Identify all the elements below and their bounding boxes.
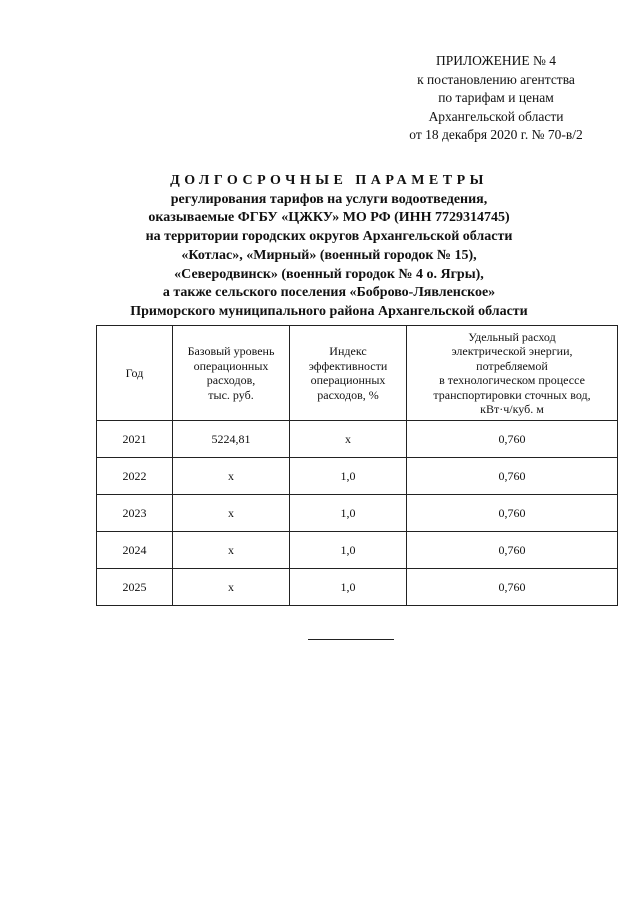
closing-divider: [308, 639, 394, 640]
cell-energy-consumption: 0,760: [407, 421, 618, 458]
cell-year: 2021: [97, 421, 173, 458]
header-energy-consumption: [407, 326, 618, 421]
header-year: [97, 326, 173, 421]
header-line: кВт·ч/куб. м: [480, 402, 544, 416]
header-line: операционных: [193, 358, 269, 373]
appendix-block: [380, 52, 612, 145]
cell-base-opex: 5224,81: [173, 421, 290, 458]
cell-year: 2023: [97, 495, 173, 532]
cell-year: 2024: [97, 532, 173, 569]
heading-line: регулирования тарифов на услуги водоотведения,: [170, 191, 488, 207]
heading-line: на территории городских округов Архангельской области: [145, 229, 513, 245]
heading-line: «Котлас», «Мирный» (военный городок № 15),: [181, 247, 477, 263]
heading-line: «Северодвинск» (военный городок № 4 о. Ягры),: [174, 266, 484, 282]
heading-line: а также сельского поселения «Боброво-Лявленское»: [162, 285, 496, 301]
header-line: расходов,: [206, 373, 256, 387]
table-row: [97, 421, 618, 458]
header-line: Удельный расход: [468, 329, 556, 344]
header-line: потребляемой: [476, 358, 548, 373]
header-line: Базовый уровень: [187, 344, 275, 358]
header-line: расходов, %: [317, 387, 379, 402]
table-row: [97, 532, 618, 569]
header-line: операционных: [310, 373, 386, 387]
header-line: в технологическом процессе: [439, 373, 585, 387]
cell-efficiency-index: 1,0: [290, 495, 407, 532]
cell-year: 2022: [97, 458, 173, 495]
cell-base-opex: х: [173, 569, 290, 606]
appendix-line: по тарифам и ценам: [438, 90, 554, 105]
cell-efficiency-index: 1,0: [290, 569, 407, 606]
appendix-line: к постановлению агентства: [417, 71, 575, 87]
header-base-opex: [173, 326, 290, 421]
cell-base-opex: х: [173, 458, 290, 495]
cell-year: 2025: [97, 569, 173, 606]
table-header-row: [97, 326, 618, 421]
table-row: [97, 569, 618, 606]
table-row: [97, 495, 618, 532]
header-line: Индекс: [329, 344, 367, 358]
cell-base-opex: х: [173, 532, 290, 569]
table-row: [97, 458, 618, 495]
cell-energy-consumption: 0,760: [407, 569, 618, 606]
cell-efficiency-index: 1,0: [290, 458, 407, 495]
document-title: ДОЛГОСРОЧНЫЕ ПАРАМЕТРЫ: [170, 173, 488, 188]
cell-energy-consumption: 0,760: [407, 458, 618, 495]
header-line: электрической энергии,: [451, 344, 573, 358]
cell-energy-consumption: 0,760: [407, 532, 618, 569]
header-efficiency-index: [290, 326, 407, 421]
header-line: эффективности: [308, 358, 388, 373]
heading-line: Приморского муниципального района Архангельской области: [130, 303, 528, 319]
appendix-line: ПРИЛОЖЕНИЕ № 4: [435, 53, 557, 68]
appendix-line: от 18 декабря 2020 г. № 70-в/2: [409, 127, 583, 142]
document-heading: [100, 172, 558, 322]
cell-efficiency-index: х: [290, 421, 407, 458]
parameters-table: [96, 325, 618, 606]
header-line: транспортировки сточных вод,: [433, 387, 591, 402]
header-line: тыс. руб.: [208, 387, 254, 402]
cell-efficiency-index: 1,0: [290, 532, 407, 569]
cell-base-opex: х: [173, 495, 290, 532]
cell-energy-consumption: 0,760: [407, 495, 618, 532]
header-line: Год: [125, 365, 144, 380]
heading-line: оказываемые ФГБУ «ЦЖКУ» МО РФ (ИНН 7729314745): [148, 210, 510, 226]
appendix-line: Архангельской области: [428, 108, 564, 124]
